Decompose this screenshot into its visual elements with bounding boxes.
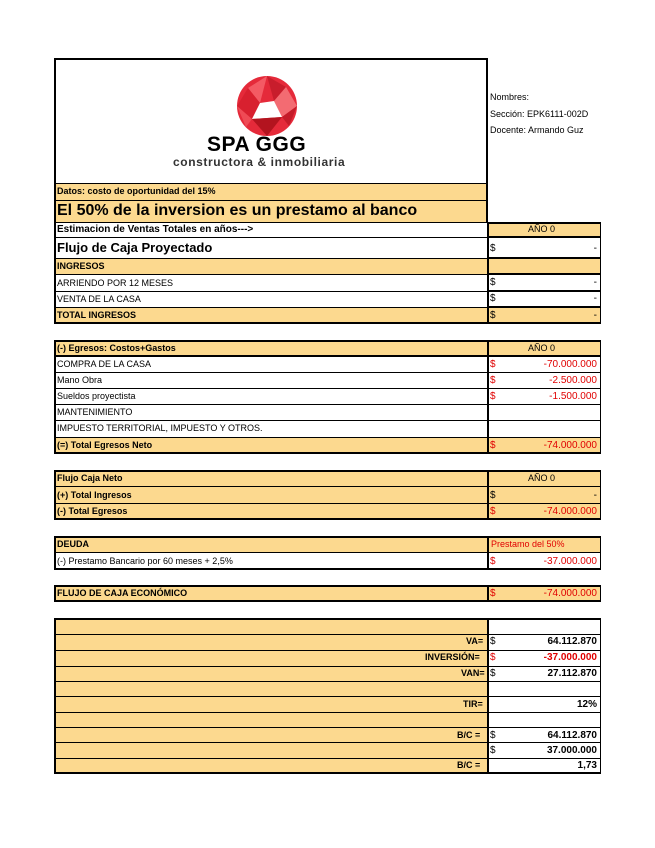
ingresos-header bbox=[54, 258, 488, 274]
currency-sign: $ bbox=[490, 359, 496, 370]
grid-line bbox=[56, 634, 600, 635]
egresos-row-label: COMPRA DE LA CASA bbox=[57, 359, 152, 369]
year-header: AÑO 0 bbox=[528, 224, 556, 234]
ingresos-row-value: - bbox=[593, 277, 597, 288]
bc-numerator: 64.112.870 bbox=[547, 730, 597, 741]
egresos-row-value: -70.000.000 bbox=[543, 359, 597, 370]
grid-line bbox=[56, 742, 600, 743]
egresos-row-value: -2.500.000 bbox=[549, 375, 597, 386]
datos-text: Datos: costo de oportunidad del 15% bbox=[57, 186, 216, 196]
currency-sign: $ bbox=[490, 556, 496, 567]
egresos-row-label: IMPUESTO TERRITORIAL, IMPUESTO Y OTROS. bbox=[57, 423, 263, 433]
currency-sign: $ bbox=[490, 277, 496, 288]
inversion-label: INVERSIÓN= bbox=[425, 652, 480, 662]
flujo-economico-label: FLUJO DE CAJA ECONÓMICO bbox=[57, 588, 188, 598]
total-egresos-label: (=) Total Egresos Neto bbox=[57, 440, 153, 450]
tir-label: TIR= bbox=[463, 699, 483, 709]
grid-line bbox=[56, 650, 600, 651]
tir-value: 12% bbox=[576, 699, 597, 710]
currency-sign: $ bbox=[490, 730, 496, 741]
egresos-year-header: AÑO 0 bbox=[528, 343, 556, 353]
logo-icon bbox=[236, 75, 298, 137]
currency-sign: $ bbox=[490, 293, 496, 304]
va-label: VA= bbox=[466, 636, 484, 646]
ingresos-header-value bbox=[488, 258, 601, 274]
flujo-neto-ingresos-value: - bbox=[593, 490, 597, 501]
ingresos-title: INGRESOS bbox=[57, 261, 105, 271]
deuda-row-label: (-) Prestamo Bancario por 60 meses + 2,5% bbox=[57, 556, 233, 566]
currency-sign: $ bbox=[490, 745, 496, 756]
total-egresos-value: -74.000.000 bbox=[543, 440, 597, 451]
currency-sign: $ bbox=[490, 490, 496, 501]
estimacion-text: Estimacion de Ventas Totales en años---> bbox=[57, 224, 254, 235]
currency-sign: $ bbox=[490, 391, 496, 402]
bc-label: B/C = bbox=[457, 730, 481, 740]
ingresos-row-value: - bbox=[593, 293, 597, 304]
deuda-title: DEUDA bbox=[57, 539, 90, 549]
currency-sign: $ bbox=[490, 243, 496, 254]
grid-line bbox=[56, 681, 600, 682]
van-value: 27.112.870 bbox=[547, 668, 597, 679]
bc-value: 1,73 bbox=[577, 760, 597, 771]
flujo-neto-title: Flujo Caja Neto bbox=[57, 473, 123, 483]
van-label: VAN= bbox=[461, 668, 485, 678]
flujo-title: Flujo de Caja Proyectado bbox=[57, 240, 213, 255]
bc-label-2: B/C = bbox=[457, 760, 481, 770]
currency-sign: $ bbox=[490, 652, 496, 663]
brand-subtitle: constructora & inmobiliaria bbox=[173, 155, 346, 169]
egresos-row-label: Mano Obra bbox=[57, 375, 103, 385]
deuda-header-text: Prestamo del 50% bbox=[491, 539, 565, 549]
egresos-row-value-cell bbox=[488, 420, 601, 437]
currency-sign: $ bbox=[490, 636, 496, 647]
flujo-value: - bbox=[593, 243, 597, 254]
grid-line bbox=[56, 712, 600, 713]
egresos-title: (-) Egresos: Costos+Gastos bbox=[57, 343, 176, 353]
seccion-label: Sección: EPK6111-002D bbox=[490, 109, 589, 119]
flujo-neto-egresos-label: (-) Total Egresos bbox=[57, 506, 128, 516]
egresos-row-label: MANTENIMIENTO bbox=[57, 407, 133, 417]
flujo-neto-year-header: AÑO 0 bbox=[528, 473, 556, 483]
ingresos-row-label: VENTA DE LA CASA bbox=[57, 294, 141, 304]
egresos-row-value-cell bbox=[488, 404, 601, 420]
grid-line bbox=[56, 727, 600, 728]
egresos-row-label: Sueldos proyectista bbox=[57, 391, 136, 401]
flujo-neto-ingresos-label: (+) Total Ingresos bbox=[57, 490, 132, 500]
deuda-header bbox=[54, 536, 488, 553]
flujo-economico-value: -74.000.000 bbox=[543, 588, 597, 599]
currency-sign: $ bbox=[490, 375, 496, 386]
va-value: 64.112.870 bbox=[547, 636, 597, 647]
nombres-label: Nombres: bbox=[490, 92, 530, 102]
docente-label: Docente: Armando Guz bbox=[490, 125, 584, 135]
bc-denominator: 37.000.000 bbox=[546, 745, 597, 756]
currency-sign: $ bbox=[490, 588, 496, 599]
egresos-row-value: -1.500.000 bbox=[549, 391, 597, 402]
currency-sign: $ bbox=[490, 310, 496, 321]
currency-sign: $ bbox=[490, 506, 496, 517]
egresos-row bbox=[54, 372, 488, 388]
inversion-value: -37.000.000 bbox=[543, 652, 597, 663]
prestamo-title: El 50% de la inversion es un prestamo al banco bbox=[57, 202, 418, 219]
flujo-neto-egresos-value: -74.000.000 bbox=[543, 506, 597, 517]
grid-line bbox=[56, 696, 600, 697]
total-ingresos-label: TOTAL INGRESOS bbox=[57, 310, 137, 320]
grid-line bbox=[56, 666, 600, 667]
brand-name: SPA GGG bbox=[207, 133, 307, 156]
ingresos-row-label: ARRIENDO POR 12 MESES bbox=[57, 278, 174, 288]
currency-sign: $ bbox=[490, 668, 496, 679]
grid-line bbox=[56, 758, 600, 759]
currency-sign: $ bbox=[490, 440, 496, 451]
deuda-row-value: -37.000.000 bbox=[543, 556, 597, 567]
total-ingresos-value: - bbox=[593, 310, 597, 321]
